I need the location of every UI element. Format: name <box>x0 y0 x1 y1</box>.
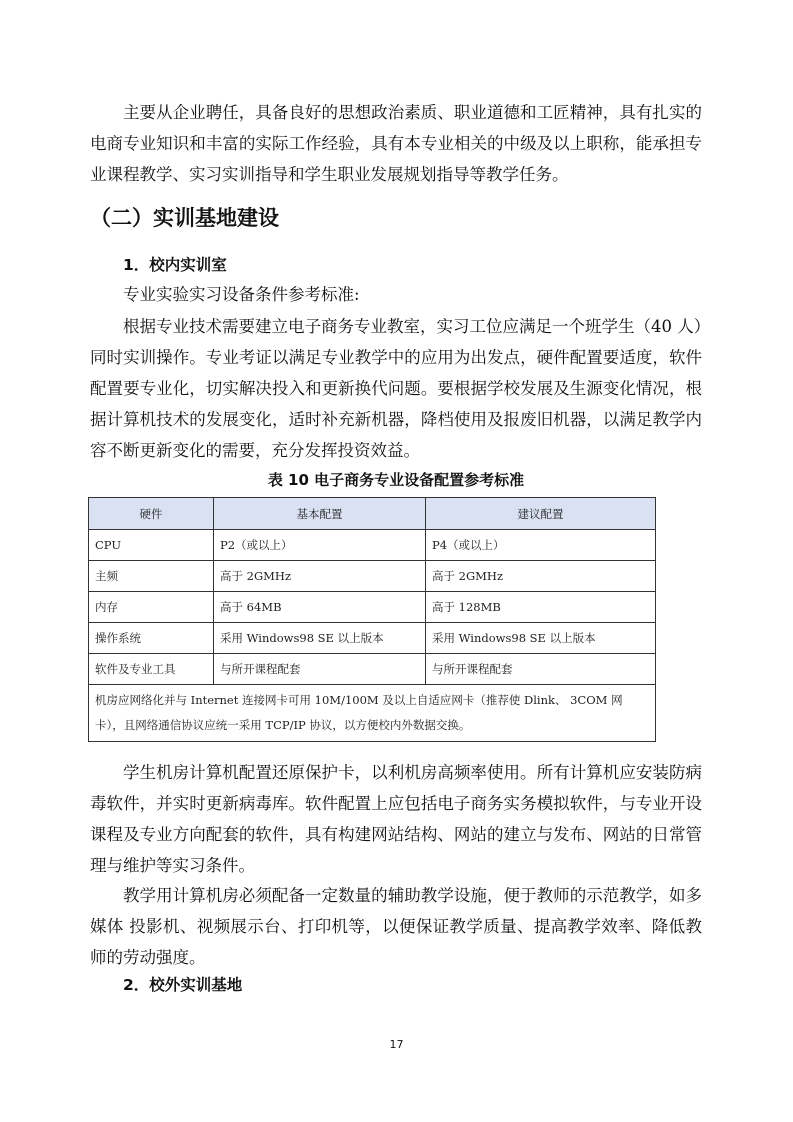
table-row <box>89 592 656 623</box>
table-note: 机房应网络化并与 Internet 连接网卡可用 10M/100M 及以上自适应网卡（推荐使 Dlink、 3COM 网卡），且网络通信协议应统一采用 TCP/IP 协议，以方便校内外数据交换。 <box>89 685 656 742</box>
table-cell: 内存 <box>89 592 214 623</box>
table-cell: 高于 64MB <box>214 592 426 623</box>
table-cell: 与所开课程配套 <box>426 654 656 685</box>
table-cell: P4（或以上） <box>426 530 656 561</box>
header-hardware: 硬件 <box>89 498 214 530</box>
subsection-heading-2: 2．校外实训基地 <box>123 976 243 994</box>
table-cell: 高于 2GMHz <box>426 561 656 592</box>
table-cell: CPU <box>89 530 214 561</box>
table-cell: 软件及专业工具 <box>89 654 214 685</box>
subsection-heading-1: 1．校内实训室 <box>123 256 227 274</box>
table-note-row <box>89 685 656 742</box>
section-heading: （二）实训基地建设 <box>90 206 279 230</box>
table-cell: P2（或以上） <box>214 530 426 561</box>
equipment-config-table <box>88 497 656 742</box>
table-cell: 采用 Windows98 SE 以上版本 <box>426 623 656 654</box>
table-header-row <box>89 498 656 530</box>
table-row <box>89 623 656 654</box>
protection-paragraph: 学生机房计算机配置还原保护卡，以利机房高频率使用。所有计算机应安装防病毒软件，并实时更新病毒库。软件配置上应包括电子商务实务模拟软件，与专业开设课程及专业方向配套的软件，具有构建网站结构、网站的建立与发布、网站的日常管理与维护等实习条件。 <box>90 763 702 875</box>
intro-paragraph: 主要从企业聘任，具备良好的思想政治素质、职业道德和工匠精神，具有扎实的电商专业知识和丰富的实际工作经验，具有本专业相关的中级及以上职称，能承担专业课程教学、实习实训指导和学生职业发展规划指导等教学任务。 <box>90 103 702 184</box>
page-number: 17 <box>389 1038 404 1051</box>
table-row <box>89 561 656 592</box>
table-cell: 高于 2GMHz <box>214 561 426 592</box>
table-cell: 操作系统 <box>89 623 214 654</box>
table-row <box>89 654 656 685</box>
facilities-paragraph: 教学用计算机房必须配备一定数量的辅助教学设施，便于教师的示范教学，如多媒体 投影机、视频展示台、打印机等，以便保证教学质量、提高教学效率、降低教师的劳动强度。 <box>90 886 702 967</box>
lab-requirements-paragraph: 根据专业技术需要建立电子商务专业教室，实习工位应满足一个班学生（40 人）同时实训操作。专业考证以满足专业教学中的应用为出发点，硬件配置要适度，软件配置要专业化，切实解决投入和更新换代问题。要根据学校发展及生源变化情况，根据计算机技术的发展变化，适时补充新机器，降档使用及报废旧机器，以满足教学内容不断更新变化的需要，充分发挥投资效益。 <box>90 317 702 460</box>
table-cell: 高于 128MB <box>426 592 656 623</box>
header-basic-config: 基本配置 <box>214 498 426 530</box>
table-cell: 采用 Windows98 SE 以上版本 <box>214 623 426 654</box>
standard-label-paragraph: 专业实验实习设备条件参考标准: <box>123 285 360 304</box>
table-caption: 表 10 电子商务专业设备配置参考标准 <box>267 471 525 489</box>
header-suggested-config: 建议配置 <box>426 498 656 530</box>
table-row <box>89 530 656 561</box>
table-cell: 与所开课程配套 <box>214 654 426 685</box>
table-cell: 主频 <box>89 561 214 592</box>
